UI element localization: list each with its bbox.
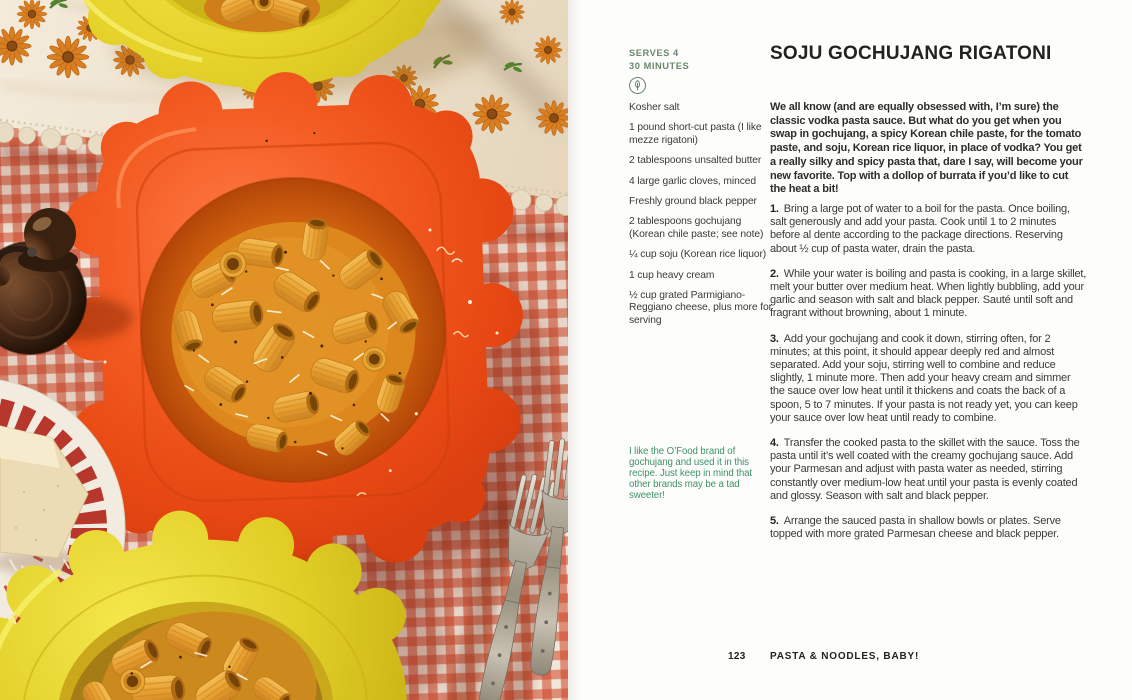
step-2 (770, 268, 1087, 321)
page-number: 123 (728, 651, 746, 662)
ingredient: ½ cup grated Parmigiano-Reggiano cheese, plus more for serving (629, 290, 772, 326)
serves-label: SERVES 4 (629, 48, 679, 58)
cooks-note: I like the O’Food brand of gochujang and used it in this recipe. Just keep in mind that other brands may be a tad sweeter! (629, 446, 753, 501)
step-text: Transfer the cooked pasta to the skillet with the sauce. Toss the pasta until it’s well coated with the creamy gochujang sauce. Add your Parmesan and adjust with pasta water as needed, stirring constantly over medium-low heat until your pasta is evenly coated and glossy. Season with salt and black pepper. (770, 437, 1080, 502)
ingredient: 4 large garlic cloves, minced (629, 175, 757, 187)
time-label: 30 MINUTES (629, 61, 690, 71)
recipe-meta (629, 47, 689, 73)
step-text: Bring a large pot of water to a boil for the pasta. Once boiling, salt generously and add your pasta. Cook until 1 to 2 minutes before al dente according to the package directions. Reserving about ½ cup of pasta water, drain the pasta. (770, 203, 1070, 255)
ingredient: Freshly ground black pepper (629, 196, 757, 208)
step-number: 5. (770, 515, 779, 528)
ingredients-list (629, 102, 775, 335)
recipe-steps (770, 203, 1087, 553)
ingredient: 2 tablespoons gochujang (Korean chile paste; see note) (629, 216, 764, 240)
ingredient: Kosher salt (629, 102, 680, 113)
step-text: While your water is boiling and pasta is cooking, in a large skillet, melt your butter over medium heat. When lightly bubbling, add your garlic and season with salt and black pepper. Sauté until soft and fragrant without browning, about 1 minute. (770, 267, 1087, 320)
step-number: 4. (770, 437, 779, 450)
recipe-page (568, 0, 1132, 700)
page-title: SOJU GOCHUJANG RIGATONI (770, 43, 1052, 64)
ingredient: 2 tablespoons unsalted butter (629, 155, 762, 167)
step-3 (770, 333, 1087, 425)
ingredient: 1 cup heavy cream (629, 269, 715, 281)
step-number: 3. (770, 332, 779, 345)
step-text: Arrange the sauced pasta in shallow bowls or plates. Serve topped with more grated Parmesan cheese and black pepper. (770, 515, 1061, 541)
step-number: 1. (770, 203, 779, 215)
ingredient: ¼ cup soju (Korean rice liquor) (629, 249, 767, 261)
recipe-intro: We all know (and are equally obsessed with, I’m sure) the classic vodka pasta sauce. But what do you get when you swap in gochujang, a spicy Korean chile paste, for the tomato paste, and soju, Korean rice liquor, in place of vodka? You get a really silky and spicy pasta that, dare I say, will become your new favorite. Top with a dollop of burrata if you’d like to cut the heat a bit! (770, 101, 1083, 196)
ingredient: 1 pound short-cut pasta (I like mezze rigatoni) (629, 122, 762, 146)
section-title: PASTA & NOODLES, BABY! (770, 651, 920, 662)
step-1 (770, 203, 1087, 256)
step-5 (770, 515, 1087, 541)
leaf-badge-icon (629, 77, 646, 94)
step-4 (770, 437, 1087, 503)
step-text: Add your gochujang and cook it down, stirring often, for 2 minutes; at this point, it should appear deeply red and almost separated. Add your soju, stirring well to combine and reduce slightly, 1 minute more. Then add your heavy cream and simmer the sauce over low heat until it thickens and coats the back of a spoon, 5 to 7 minutes. If your pasta is not ready yet, you can keep your sauce over low heat until ready to combine. (770, 332, 1078, 424)
step-number: 2. (770, 267, 779, 280)
